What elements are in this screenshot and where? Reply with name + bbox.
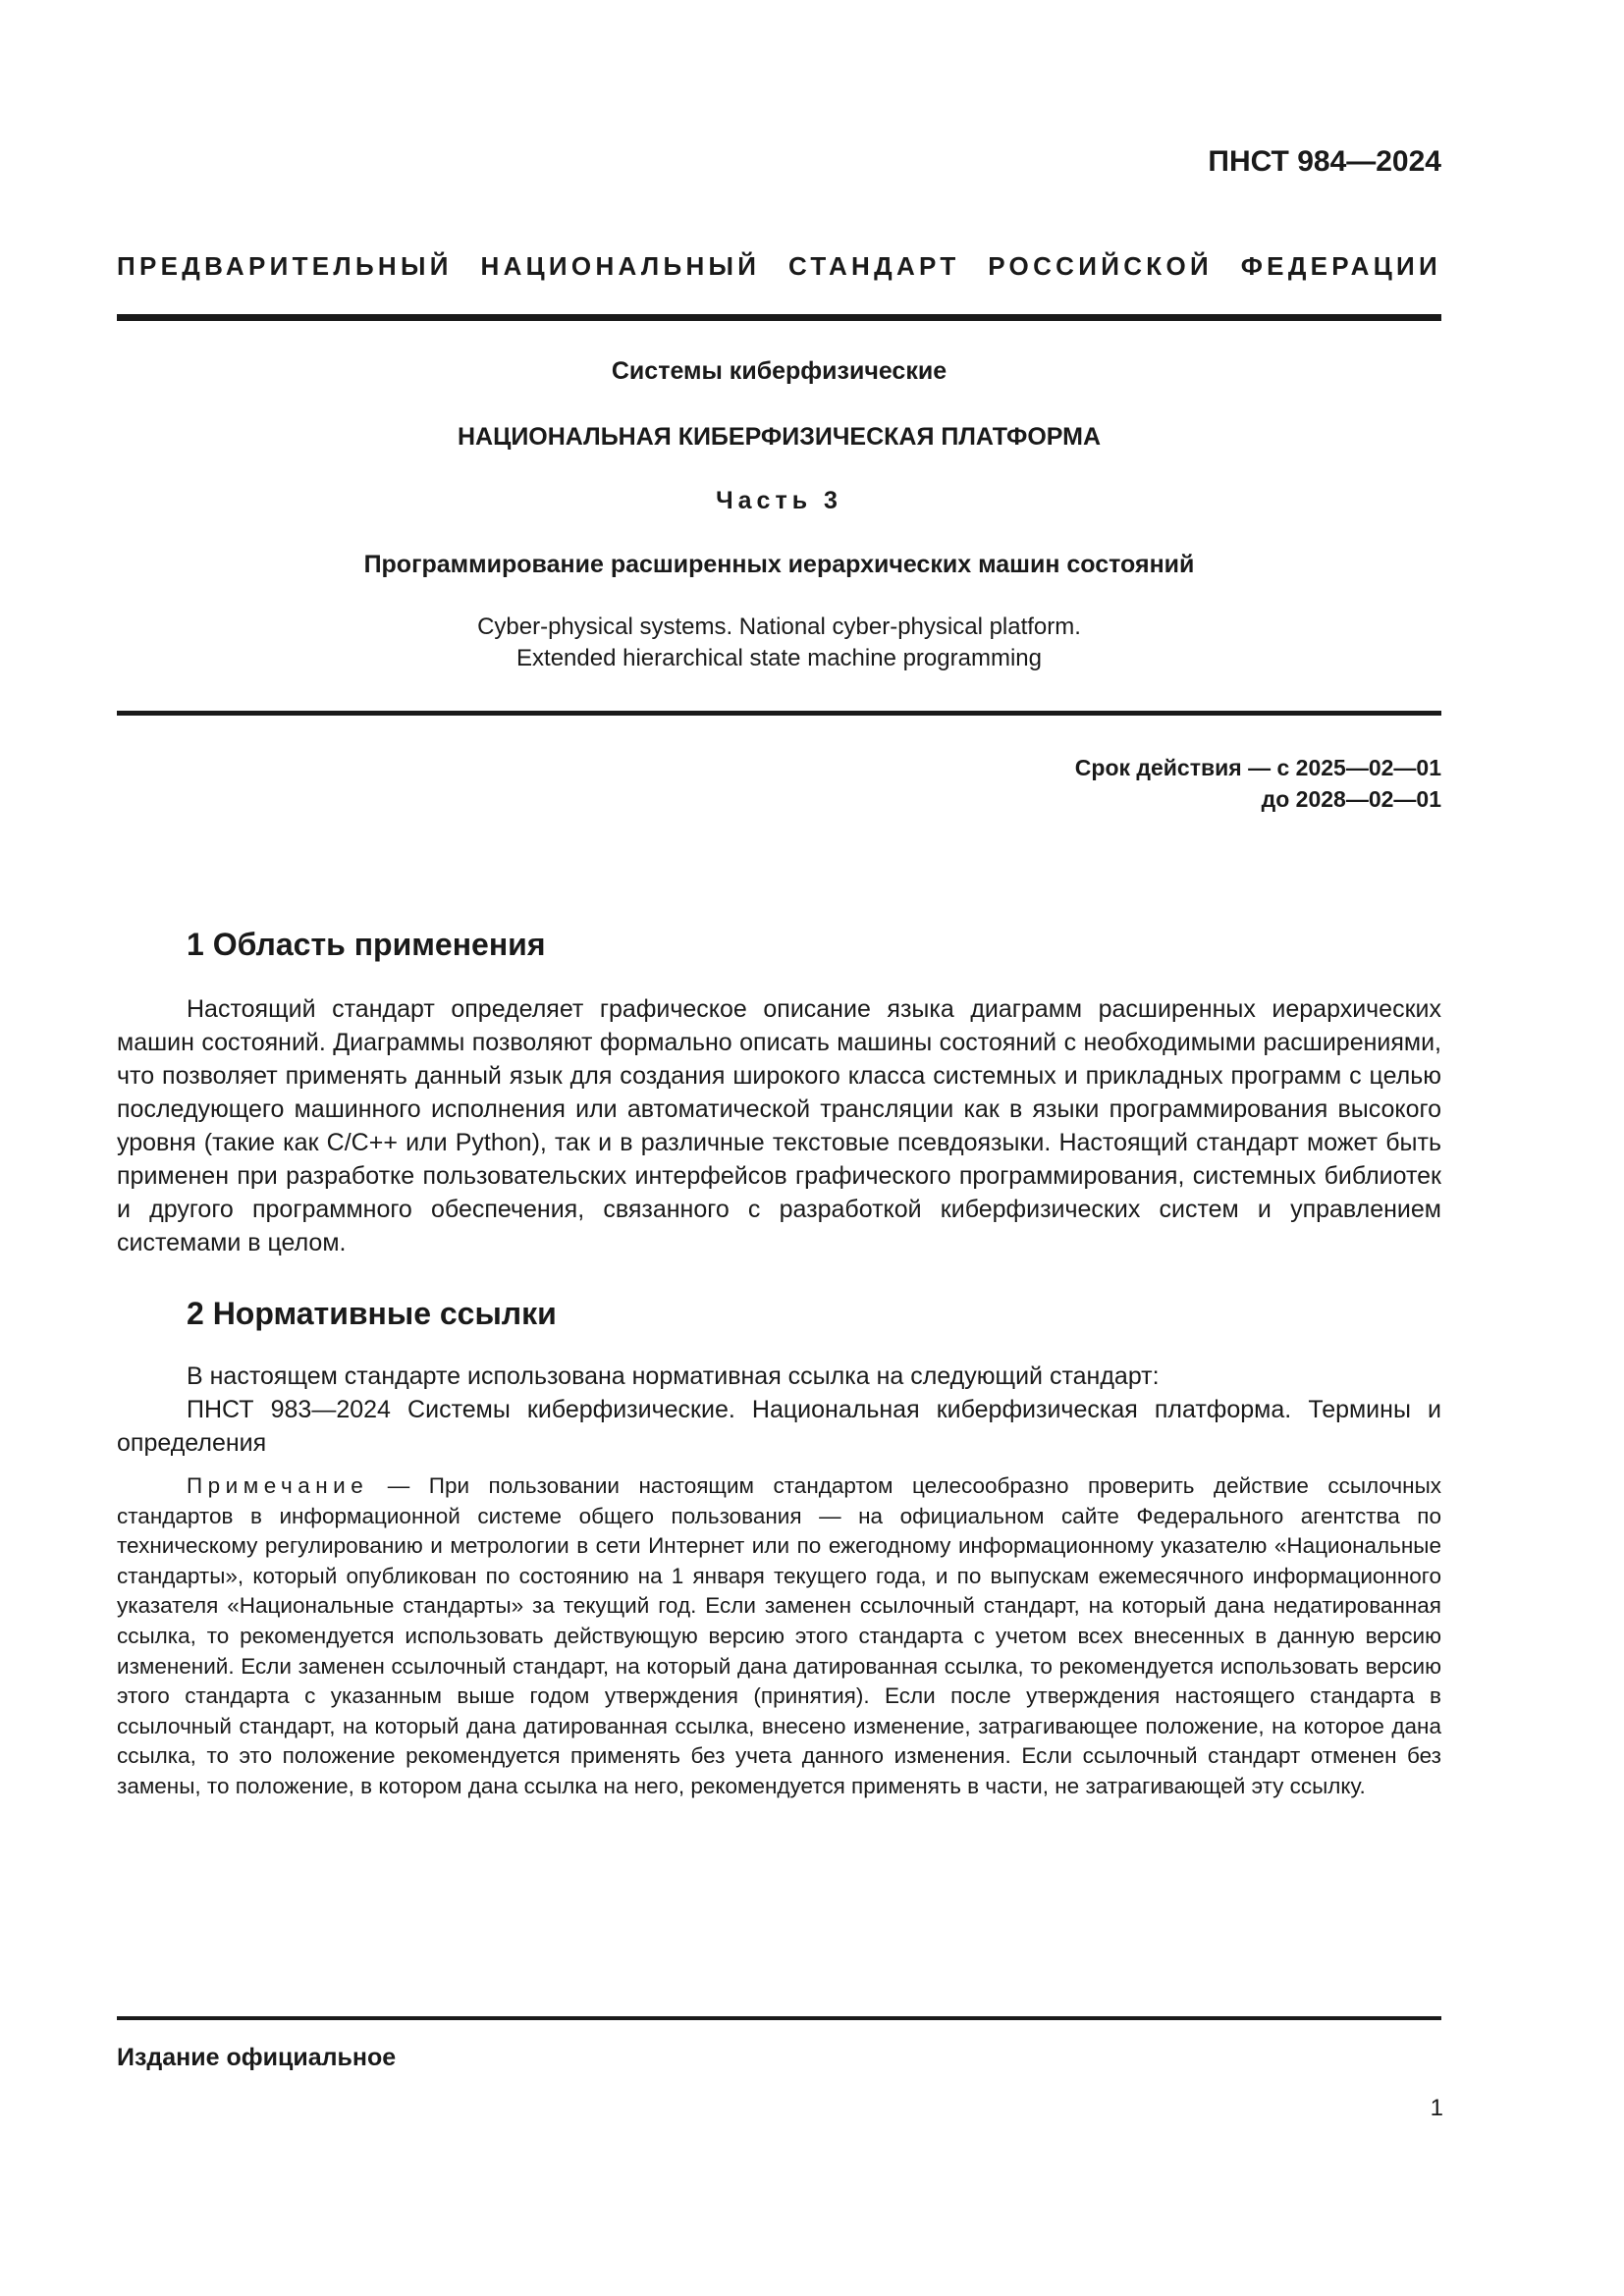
- english-title-line-2: Extended hierarchical state machine programming: [516, 645, 1042, 671]
- page-number: 1: [1430, 2095, 1443, 2121]
- document-code: ПНСТ 984—2024: [1208, 145, 1441, 178]
- official-edition-label: Издание официальное: [117, 2044, 397, 2071]
- section-2-heading: 2 Нормативные ссылки: [187, 1296, 557, 1331]
- section-1-text: Настоящий стандарт определяет графическое описание языка диаграмм расширенных иерархических машин состояний. Диаграммы позволяют формально описать машины состояний с необходимыми расширениями, что позволяет применять данный язык для создания широкого класса системных и прикладных программ с целью последующего машинного исполнения или автоматической трансляции как в языки программирования высокого уровня (такие как C/C++ или Python), так и в различные текстовые псевдоязыки. Настоящий стандарт может быть применен при разработке пользовательских интерфейсов графического программирования, системных библиотек и другого программного обеспечения, связанного с разработкой киберфизических систем и управлением системами в целом.: [117, 995, 1441, 1256]
- title-divider: [117, 711, 1441, 716]
- part-title: Часть 3: [716, 487, 842, 514]
- normative-reference: ПНСТ 983—2024 Системы киберфизические. Национальная киберфизическая платформа. Термины и определения: [117, 1396, 1441, 1457]
- validity-to: до 2028—02—01: [1261, 786, 1441, 812]
- series-title: Системы киберфизические: [611, 357, 947, 385]
- header-divider: [117, 314, 1441, 321]
- section-2-intro: В настоящем стандарте использована нормативная ссылка на следующий стандарт:: [187, 1362, 1160, 1390]
- note-paragraph: [117, 1471, 1441, 1802]
- section-1-heading: 1 Область применения: [187, 927, 546, 962]
- footer-divider: [117, 2016, 1441, 2020]
- section-2-intro-paragraph: [117, 1360, 1441, 1393]
- subject-title: Программирование расширенных иерархических машин состояний: [363, 551, 1195, 578]
- english-title: [117, 612, 1441, 674]
- section-1-paragraph: [117, 992, 1441, 1259]
- validity-period: [1075, 752, 1441, 815]
- validity-from: Срок действия — с 2025—02—01: [1074, 755, 1441, 780]
- note-text: — При пользовании настоящим стандартом целесообразно проверить действие ссылочных стандартов в информационной системе общего пользования — на официальном сайте Федерального агентства по техническому регулированию и метрологии в сети Интернет или по ежегодному информационному указателю «Национальные стандарты», который опубликован по состоянию на 1 января текущего года, и по выпускам ежемесячного информационного указателя «Национальные стандарты» за текущий год. Если заменен ссылочный стандарт, на который дана недатированная ссылка, то рекомендуется использовать действующую версию этого стандарта с учетом всех внесенных в данную версию изменений. Если заменен ссылочный стандарт, на который дана датированная ссылка, то рекомендуется использовать версию этого стандарта с указанным выше годом утверждения (принятия). Если после утверждения настоящего стандарта в ссылочный стандарт, на который дана датированная ссылка, внесено изменение, затрагивающее положение, на которое дана ссылка, то это положение рекомендуется применять без учета данного изменения. Если ссылочный стандарт отменен без замены, то положение, в котором дана ссылка на него, рекомендуется применять в части, не затрагивающей эту ссылку.: [117, 1473, 1441, 1798]
- platform-title: НАЦИОНАЛЬНАЯ КИБЕРФИЗИЧЕСКАЯ ПЛАТФОРМА: [457, 423, 1102, 451]
- standard-type-title: ПРЕДВАРИТЕЛЬНЫЙ НАЦИОНАЛЬНЫЙ СТАНДАРТ РОССИЙСКОЙ ФЕДЕРАЦИИ: [117, 251, 1441, 281]
- note-label: Примечание: [187, 1473, 369, 1498]
- english-title-line-1: Cyber-physical systems. National cyber-physical platform.: [477, 614, 1081, 640]
- section-2-reference-paragraph: [117, 1393, 1441, 1460]
